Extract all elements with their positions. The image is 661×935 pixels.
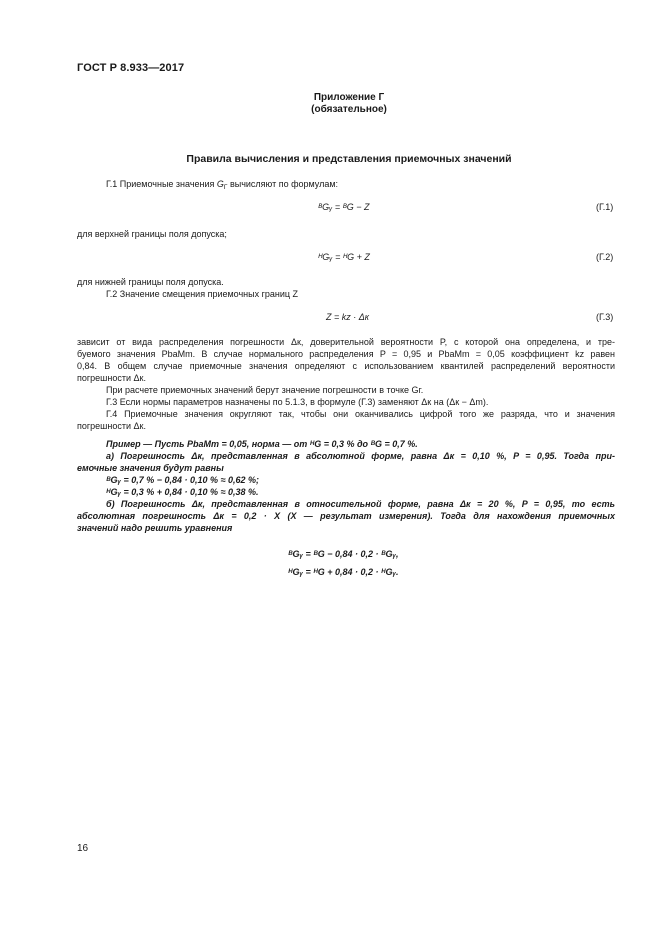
- paragraph-lower-bound: для нижней границы поля допуска.: [77, 277, 224, 287]
- example-b-line-1: б) Погрешность Δк, представленная в относительной форме, равна Δк = 20 %, P = 0,95, то есть: [106, 499, 615, 509]
- formula-g1: ᴮGᵧ = ᴮG − Z: [318, 202, 370, 212]
- formula-g1-number: (Г.1): [596, 202, 614, 212]
- paragraph-g2: Г.2 Значение смещения приемочных границ Z: [106, 289, 299, 299]
- paragraph-g1-var: G: [216, 179, 224, 189]
- paragraph-upper-bound: для верхней границы поля допуска;: [77, 229, 227, 239]
- formula-g3: Z = kz · Δк: [326, 312, 370, 322]
- formula-g3-number: (Г.3): [596, 312, 614, 322]
- example-b-equation-upper: ᴮGᵧ = ᴮG − 0,84 · 0,2 · ᴮGᵧ,: [288, 549, 399, 559]
- document-id: ГОСТ Р 8.933—2017: [77, 62, 185, 74]
- section-title: Правила вычисления и представления приемочных значений: [186, 153, 512, 165]
- example-a-result-lower: ᴴGᵧ = 0,3 % + 0,84 · 0,10 % ≈ 0,38 %.: [106, 487, 259, 497]
- paragraph-g1: [106, 178, 338, 194]
- example-a-line-1: а) Погрешность Δк, представленная в абсолютной форме, равна Δк = 0,10 %, P = 0,95. Тогда при-: [106, 451, 615, 461]
- formula-g2: ᴴGᵧ = ᴴG + Z: [318, 252, 370, 262]
- paragraph-g2-line-4: погрешности Δк.: [77, 373, 146, 383]
- paragraph-g1-suffix: вычисляют по формулам:: [227, 179, 339, 189]
- formula-g2-number: (Г.2): [596, 252, 614, 262]
- example-b-line-2: абсолютная погрешность Δк = 0,2 · X (X — результат измерения). Тогда для нахождения приемочных: [77, 511, 615, 521]
- paragraph-g3: Г.3 Если нормы параметров назначены по 5.1.3, в формуле (Г.3) заменяют Δк на (Δк − Δm).: [106, 397, 489, 407]
- page-number: 16: [77, 843, 89, 854]
- appendix-title: Приложение Г: [313, 92, 385, 103]
- paragraph-g2-line-2: буемого значения PbaMm. В случае нормального распределения P = 0,95 и PbaMm = 0,05 коэффициент kz равен: [77, 349, 615, 359]
- paragraph-calc-note: При расчете приемочных значений берут значение погрешности в точке Gг.: [106, 385, 424, 395]
- paragraph-g4-line-1: Г.4 Приемочные значения округляют так, чтобы они оканчивались цифрой того же разряда, что и значения: [106, 409, 615, 419]
- example-intro: Пример — Пусть PbaMm = 0,05, норма — от ᴴG = 0,3 % до ᴮG = 0,7 %.: [106, 439, 418, 449]
- paragraph-g2-line-1: зависит от вида распределения погрешности Δк, доверительной вероятности P, с которой она определена, и тре-: [77, 337, 615, 347]
- paragraph-g2-line-3: 0,84. В общем случае приемочные значения определяют с использованием квантилей распределений вероятности: [77, 361, 615, 371]
- paragraph-g4-line-2: погрешности Δк.: [77, 421, 146, 431]
- example-b-line-3: значений надо решить уравнения: [77, 523, 233, 533]
- paragraph-g1-sub: Г: [223, 184, 228, 191]
- example-a-result-upper: ᴮGᵧ = 0,7 % − 0,84 · 0,10 % ≈ 0,62 %;: [106, 475, 259, 485]
- paragraph-g1-prefix: Г.1 Приемочные значения: [106, 179, 217, 189]
- example-a-line-2: емочные значения будут равны: [77, 463, 224, 473]
- appendix-status: (обязательное): [311, 104, 387, 115]
- example-b-equation-lower: ᴴGᵧ = ᴴG + 0,84 · 0,2 · ᴴGᵧ.: [288, 567, 399, 577]
